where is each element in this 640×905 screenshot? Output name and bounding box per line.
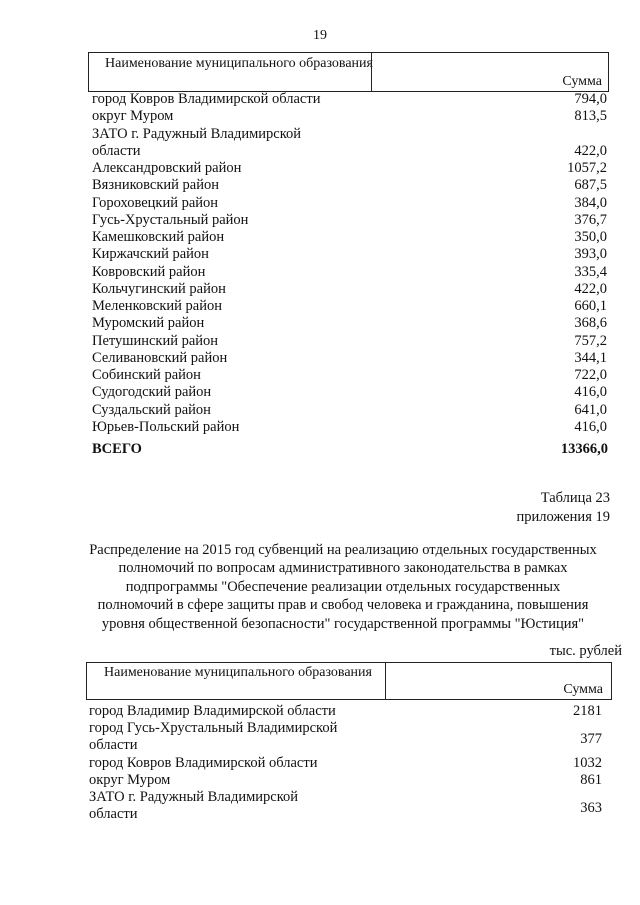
- row-value-cell: [0, 108, 640, 125]
- row-name: Петушинский район: [92, 332, 219, 349]
- row-value-cell: [0, 350, 640, 367]
- row-value: 2181: [573, 703, 602, 719]
- description-paragraph: [60, 541, 626, 633]
- row-value-cell: [0, 177, 640, 194]
- row-value: 377: [580, 731, 602, 748]
- row-name: город Ковров Владимирской области: [89, 754, 318, 771]
- table1-header-sum: Сумма: [562, 74, 602, 89]
- row-name: Киржачский район: [92, 246, 209, 263]
- row-name: город Ковров Владимирской области: [92, 91, 321, 107]
- row-value-cell: [0, 315, 640, 332]
- row-name: Селивановский район: [92, 349, 228, 366]
- row-value: 861: [580, 771, 602, 788]
- row-value: 416,0: [574, 418, 607, 435]
- row-value-cell: [0, 384, 640, 401]
- row-value-cell: [0, 195, 640, 212]
- row-value-cell: [0, 731, 640, 748]
- row-value-cell: [0, 229, 640, 246]
- row-value: 335,4: [574, 263, 607, 280]
- row-value-cell: [0, 212, 640, 229]
- table1-header-name: Наименование муниципального образования: [105, 56, 373, 71]
- row-value-cell: [0, 367, 640, 384]
- table2-header-sum: Сумма: [563, 682, 603, 697]
- row-value-cell: [0, 264, 640, 281]
- row-name: Меленковский район: [92, 298, 222, 314]
- row-value-cell: [0, 91, 640, 108]
- row-value: 757,2: [574, 332, 607, 349]
- row-value-cell: [0, 281, 640, 298]
- row-value-cell: [0, 755, 640, 772]
- description-line: уровня общественной безопасности" государственной программы "Юстиция": [101, 615, 585, 632]
- row-value: 813,5: [574, 108, 607, 125]
- row-name-continued: области: [89, 806, 138, 823]
- row-name-continued: области: [92, 142, 141, 159]
- row-value: 350,0: [574, 229, 607, 245]
- row-value-cell: [0, 703, 640, 720]
- row-value: 687,5: [574, 177, 607, 194]
- row-value: 722,0: [574, 367, 607, 383]
- description-line: полномочий в сфере защиты прав и свобод человека и гражданина, повышения: [97, 597, 589, 614]
- row-name-continued: области: [89, 737, 138, 754]
- row-name: Муромский район: [92, 315, 205, 332]
- page-number: 19: [313, 28, 327, 43]
- row-value-cell: [0, 298, 640, 315]
- row-value: 641,0: [574, 401, 607, 418]
- row-name: Александровский район: [92, 160, 242, 176]
- table-caption-2: приложения 19: [516, 509, 610, 525]
- row-value: 368,6: [574, 315, 607, 332]
- row-name: Вязниковский район: [92, 177, 219, 194]
- row-value-cell: [0, 333, 640, 350]
- table-caption-1: Таблица 23: [540, 490, 610, 506]
- description-line: Распределение на 2015 год субвенций на реализацию отдельных государственных: [89, 542, 597, 558]
- row-value-cell: [0, 402, 640, 419]
- row-value-cell: [0, 246, 640, 263]
- row-value: 422,0: [574, 280, 607, 297]
- table1-total-value: 13366,0: [560, 441, 608, 457]
- row-name: Суздальский район: [92, 401, 211, 418]
- row-name: округ Муром: [92, 108, 174, 125]
- row-name: город Владимир Владимирской области: [89, 703, 336, 719]
- row-value-cell: [0, 160, 640, 177]
- row-name: Гороховецкий район: [92, 194, 219, 211]
- row-name: город Гусь-Хрустальный Владимирской: [89, 720, 338, 737]
- row-value: 393,0: [574, 246, 607, 263]
- row-value: 660,1: [574, 298, 607, 314]
- row-value: 416,0: [574, 384, 607, 401]
- row-value: 794,0: [574, 91, 607, 107]
- row-name: ЗАТО г. Радужный Владимирской: [89, 789, 299, 805]
- table1-header: [88, 52, 609, 92]
- table2-header: [86, 662, 612, 700]
- row-value-cell: [0, 800, 640, 817]
- row-value: 363: [580, 800, 602, 817]
- row-value: 422,0: [574, 142, 607, 159]
- table1-total-label: ВСЕГО: [92, 441, 142, 457]
- row-value: 376,7: [574, 211, 607, 228]
- description-line: полномочий по вопросам административного законодательства в рамках: [118, 560, 568, 577]
- row-name: Гусь-Хрустальный район: [92, 211, 249, 228]
- row-value: 344,1: [574, 349, 607, 366]
- row-value-cell: [0, 419, 640, 436]
- row-name: Юрьев-Польский район: [92, 418, 240, 435]
- row-value-cell: [0, 772, 640, 789]
- row-name: Судогодский район: [92, 384, 212, 401]
- row-name: Кольчугинский район: [92, 280, 226, 297]
- description-line: подпрограммы "Обеспечение реализации отдельных государственных: [125, 578, 561, 595]
- row-name: округ Муром: [89, 771, 171, 788]
- row-name: Камешковский район: [92, 229, 225, 245]
- row-value: 384,0: [574, 194, 607, 211]
- units-label: тыс. рублей: [549, 643, 622, 659]
- row-value: 1057,2: [567, 160, 607, 176]
- table-row: [0, 126, 640, 143]
- row-name: Собинский район: [92, 367, 201, 383]
- row-name: ЗАТО г. Радужный Владимирской: [92, 125, 302, 142]
- row-name: Ковровский район: [92, 263, 206, 280]
- row-value-cell: [0, 143, 640, 160]
- row-value: 1032: [573, 754, 602, 771]
- table2-header-name: Наименование муниципального образования: [104, 665, 372, 680]
- table1-total-row: [0, 441, 640, 458]
